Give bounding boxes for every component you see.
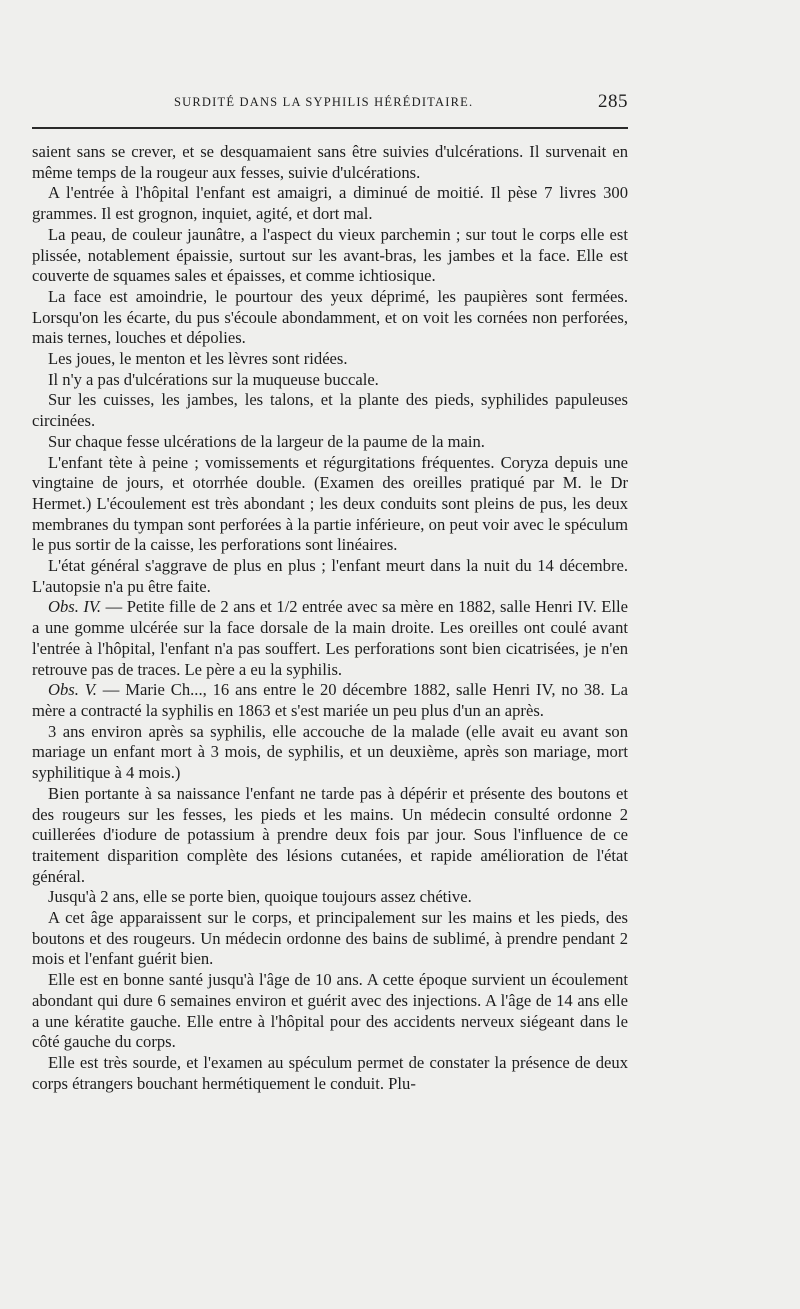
paragraph: Sur chaque fesse ulcérations de la largeur de la paume de la main. xyxy=(48,431,485,451)
page-header xyxy=(32,91,628,117)
observation-text: — Petite fille de 2 ans et 1/2 entrée avec sa mère en 1882, salle Henri IV. Elle a une gomme ulcérée sur la face dorsale de la main droite. Les oreilles ont coulé avant l'entrée à l'hôpital, l'enfant n'a pas souffert. Les perforations sont bien cicatrisées, je n'en retrouve pas de traces. Le père a eu la syphilis. xyxy=(32,597,628,679)
paragraph: A l'entrée à l'hôpital l'enfant est amaigri, a diminué de moitié. Il pèse 7 livres 300 grammes. Il est grognon, inquiet, agité, et dort mal. xyxy=(32,183,628,224)
paragraph: La peau, de couleur jaunâtre, a l'aspect du vieux parchemin ; sur tout le corps elle est plissée, notablement épaissie, surtout sur les avant-bras, les jambes et la face. Elle est couverte de squames sales et épaisses, et comme ichtiosique. xyxy=(32,224,628,286)
paragraph: Les joues, le menton et les lèvres sont ridées. xyxy=(48,349,348,369)
header-rule xyxy=(32,127,628,129)
paragraph: Elle est très sourde, et l'examen au spéculum permet de constater la présence de deux corps étrangers bouchant hermétiquement le conduit. Plu- xyxy=(32,1052,628,1093)
paragraph: La face est amoindrie, le pourtour des yeux déprimé, les paupières sont fermées. Lorsqu'on les écarte, du pus s'écoule abondamment, et on voit les cornées non perforées, mais ternes, louches et dépolies. xyxy=(32,286,628,348)
running-title: SURDITÉ DANS LA SYPHILIS HÉRÉDITAIRE. xyxy=(174,95,474,109)
paragraph: L'enfant tète à peine ; vomissements et régurgitations fréquentes. Coryza depuis une vingtaine de jours, et otorrhée double. (Examen des oreilles pratiqué par M. le Dr Hermet.) L'écoulement est très abondant ; les deux conduits sont pleins de pus, les deux membranes du tympan sont perforées à la partie inférieure, on peut voir avec le spéculum le pus sortir de la caisse, les perforations sont linéaires. xyxy=(32,452,628,555)
paragraph: saient sans se crever, et se desquamaient sans être suivies d'ulcérations. Il survenait en même temps de la rougeur aux fesses, suivie d'ulcérations. xyxy=(32,142,628,182)
observation-5 xyxy=(32,680,628,721)
paragraph: 3 ans environ après sa syphilis, elle accouche de la malade (elle avait eu avant son mariage un enfant mort à 3 mois, de syphilis, et un deuxième, après son mariage, mort syphilitique à 4 mois.) xyxy=(32,721,628,783)
observation-label: Obs. IV. xyxy=(48,597,102,617)
paragraph: L'état général s'aggrave de plus en plus ; l'enfant meurt dans la nuit du 14 décembre. L'autopsie n'a pu être faite. xyxy=(32,556,628,596)
page-number: 285 xyxy=(598,91,628,112)
paragraph: Il n'y a pas d'ulcérations sur la muqueuse buccale. xyxy=(48,369,379,389)
body-text xyxy=(32,142,628,1094)
paragraph: Elle est en bonne santé jusqu'à l'âge de 10 ans. A cette époque survient un écoulement abondant qui dure 6 semaines environ et guérit avec des injections. A l'âge de 14 ans elle a une kératite gauche. Elle entre à l'hôpital pour des accidents nerveux siégeant dans le côté gauche du corps. xyxy=(32,970,628,1052)
observation-text: — Marie Ch..., 16 ans entre le 20 décembre 1882, salle Henri IV, no 38. La mère a contracté la syphilis en 1863 et s'est mariée un peu plus d'un an après. xyxy=(32,680,628,720)
observation-4 xyxy=(32,597,628,680)
observation-label: Obs. V. xyxy=(48,680,97,700)
paragraph: Bien portante à sa naissance l'enfant ne tarde pas à dépérir et présente des boutons et des rougeurs sur les fesses, les pieds et les mains. Un médecin consulté ordonne 2 cuillerées d'iodure de potassium à prendre deux fois par jour. Sous l'influence de ce traitement disparition complète des lésions cutanées, et rapide amélioration de l'état général. xyxy=(32,783,628,886)
paragraph: Sur les cuisses, les jambes, les talons, et la plante des pieds, syphilides papuleuses circinées. xyxy=(32,390,628,431)
paragraph: Jusqu'à 2 ans, elle se porte bien, quoique toujours assez chétive. xyxy=(48,887,472,907)
paragraph: A cet âge apparaissent sur le corps, et principalement sur les mains et les pieds, des boutons et des rougeurs. Un médecin ordonne des bains de sublimé, à prendre pendant 2 mois et l'enfant guérit bien. xyxy=(32,908,628,969)
